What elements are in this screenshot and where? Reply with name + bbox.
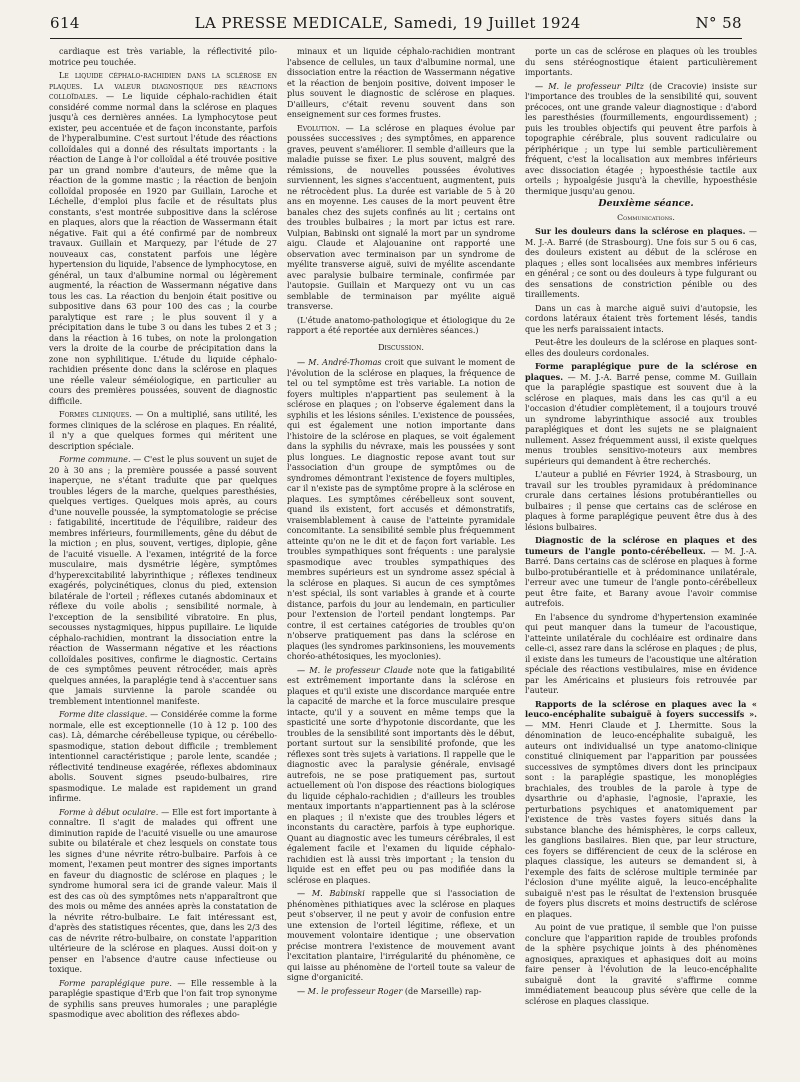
column-1	[49, 46, 277, 1076]
paragraph-text: — M. J.-A. Barré. Dans certains cas de sclérose en plaques à forme bulbo-protubérantielle et à prédominance unilatérale, l'erreur avec une tumeur de l'angle ponto-cérébelleux peut être faite, et Barany avoue l'avoir commise autrefois.	[525, 545, 757, 608]
paragraph-text: Au point de vue pratique, il semble que l'on puisse conclure que l'apparition rapide de troubles profonds de la sphère psychique joints à des phénomènes agnosiques, apraxiques et aphasiques doit au moins faire penser à l'évolution de la leuco-encéphalite subaiguë dont la gravité s'affirme comme immédiatement beaucoup plus sévère que celle de la sclérose en plaques classique.	[525, 922, 757, 1006]
paragraph	[287, 357, 515, 662]
paragraph-text: — Considérée comme la forme normale, elle est exceptionnelle (10 à 12 p. 100 des cas). Là, démarche cérébelleuse typique, ou cérébello-spasmodique, station debout difficile ; tremblement intentionnel caractéristique ; parole lente, scandée ; réflectivité tendineuse exagérée, réflexes abdominaux abolis. Souvent signes pseudo-bulbaires, rire spasmodique. Le malade est rapidement un grand infirme.	[49, 709, 277, 803]
paragraph	[525, 612, 757, 696]
discussion-heading: Discussion.	[378, 341, 424, 352]
paragraph	[49, 709, 277, 804]
paragraph-lead: Forme paraplégique pure de la sclérose en plaques.	[525, 361, 757, 382]
paragraph	[287, 665, 515, 886]
paragraph-lead: Sur les douleurs dans la sclérose en plaques.	[535, 226, 746, 236]
paragraph-lead: Forme paraplégique pure.	[59, 977, 172, 988]
column-3	[525, 46, 757, 1076]
paragraph-lead: — M. le professeur Roger	[297, 985, 403, 996]
paragraph-text: rappelle que si l'association de phénomènes pithiatiques avec la sclérose en plaques peut s'observer, il ne peut y avoir de confusion entre une extension de l'orteil légitime, réflexe, et un mouvement volontaire identique ; une observation précise montrera l'existence de mouvement avant l'excitation plantaire, l'irrégularité du phénomène, ce qui laisse au phénomène de l'orteil toute sa valeur de signe d'organicité.	[287, 888, 515, 982]
paragraph-text: — M. J.-A. Barré pense, comme M. Guillain que la paraplégie spastique est souvent due à la sclérose en plaques, mais dans les cas qu'il a eu l'occasion d'étudier complètement, il a toujours trouvé un syndrome labyrinthique associé aux troubles paraplégiques et dont les sujets ne se plaignaient nullement. Assez fréquemment aussi, il existe quelques menus troubles sensitivo-moteurs aux membres supérieurs qui demandent à être recherchés.	[525, 371, 757, 466]
paragraph-text: — C'est le plus souvent un sujet de 20 à 30 ans ; la première poussée a passé souvent inaperçue, ne s'étant traduite que par quelques troubles légers de la marche, quelques paresthésies, quelques vertiges. Quelques mois après, au cours d'une nouvelle poussée, la symptomatologie se précise : fatigabilité, incertitude de l'équilibre, raideur des membres inférieurs, fourmillements, gêne du début de la miction ; en plus, souvent, vertiges, diplopie, gêne de l'acuité visuelle. A l'examen, intégrité de la force musculaire, mais dysmétrie légère, symptômes d'hyperexcitabilité labyrinthique ; réflexes tendineux exagérés, polycinétiques, clonus du pied, extension bilatérale de l'orteil ; réflexes cutanés abdominaux et réflexe du voile abolis ; sensibilité normale, à l'exception de la sensibilité vibratoire. En plus, secousses nystagmiques, hippus pupillaire. Le liquide céphalo-rachidien, montrant la dissociation entre la réaction de Wassermann négative et les réactions colloïdales positives, confirme le diagnostic. Certains de ces symptômes peuvent rétrocéder, mais après quelques années, la paraplégie tend à s'accentuer sans que jamais survienne la parole scandée ou tremblement intentionnel manifeste.	[49, 454, 277, 706]
paragraph-text: — Elle ressemble à la paraplégie spastique d'Erb que l'on fait trop synonyme de syphilis sans preuves humorales ; une paraplégie spasmodique avec abolition des réflexes abdo-	[49, 977, 277, 1019]
paragraph-text: (de Marseille) rap-	[402, 985, 482, 996]
paragraph-text: — Le liquide céphalo-rachidien était considéré comme normal dans la sclérose en plaques jusqu'à ces dernières années. La lymphocytose peut exister, peu accentuée et de façon inconstante, parfois de l'hyperalbumine. C'est surtout l'étude des réactions colloïdales qui a donné des résultats importants : la réaction de Lange à l'or colloïdal a été trouvée positive par un grand nombre d'auteurs, de même que la réaction de la gomme mastic ; la réaction de benjoin colloïdal proposée en 1920 par Guillain, Laroche et Léchelle, d'emploi plus facile et de résultats plus constants, s'est montrée subpositive dans la sclérose en plaques, alors que la réaction de Wassermann était négative. Fait qui a été confirmé par de nombreux travaux. Guillain et Marquezy, par l'étude de 27 nouveaux cas, constatent parfois une légère hypertension du liquide, l'absence de lymphocytose, en général, un taux d'albumine normal ou légèrement augmenté, la réaction de Wassermann négative dans tous les cas. La réaction du benjoin était positive ou subpositive dans 63 pour 100 des cas ; la courbe paralytique est rare ; le plus souvent il y a précipitation dans le tube 3 ou dans les tubes 2 et 3 ; dans la réaction à 16 tubes, on note la prolongation vers la droite de la courbe de précipitation dans la zone non syphilitique. L'étude du liquide céphalo-rachidien présente donc dans la sclérose en plaques une réelle valeur séméiologique, en particulier au cours des premières poussées, souvent de diagnostic difficile.	[49, 91, 277, 406]
paragraph	[525, 361, 757, 466]
header-rule	[50, 38, 742, 39]
paragraph-text: — MM. Henri Claude et J. Lhermitte. Sous la dénomination de leuco-encéphalite subaiguë, les auteurs ont individualisé un type anatomo-clinique constitué cliniquement par l'apparition par poussées successives de symptômes divers dont les principaux sont : la paraplégie spastique, les monoplégies brachiales, des troubles de la parole à type de dysarthrie ou d'aphasie, l'agnosie, l'apraxie, les perturbations psychiques et anatomiquement par l'existence de très vastes foyers situés dans la substance blanche des hémisphères, le corps calleux, les ganglions basilaires. Bien que, par leur structure, ces foyers se différencient de ceux de la sclérose en plaques classique, les auteurs se demandent si, à l'exemple des faits de sclérose multiple terminée par l'éclosion d'une myélite aiguë, la leuco-encéphalite subaiguë n'est pas le résultat de l'extension brusquée de foyers plus discrets et moins destructifs de sclérose en plaques.	[525, 719, 757, 919]
paragraph-text: — La sclérose en plaques évolue par poussées successives ; des symptômes, en apparence graves, peuvent s'améliorer. Il semble d'ailleurs que la maladie puisse se fixer. Le plus souvent, malgré des rémissions, de nouvelles poussées évolutives surviennent, les signes s'accentuent, augmentent, puis ne rétrocèdent plus. La durée est variable de 5 à 20 ans en moyenne. Les causes de la mort peuvent être banales chez des sujets confinés au lit ; certains ont des troubles bulbaires ; la mort par ictus est rare. Vulpian, Babinski ont signalé la mort par un syndrome aigu. Claude et Alajouanine ont rapporté une observation avec terminaison par un syndrome de myélite transverse aiguë, suivi de myélite ascendante avec paralysie bulbaire terminale, confirmée par l'autopsie. Guillain et Marquezy ont vu un cas semblable de terminaison par myélite aiguë transverse.	[287, 122, 515, 311]
paragraph-lead: — M. Babinski	[297, 888, 365, 898]
paragraph	[525, 226, 757, 300]
paragraph	[49, 46, 277, 67]
paragraph-lead: — M. André-Thomas	[297, 357, 382, 367]
paragraph	[525, 922, 757, 1006]
paragraph	[287, 46, 515, 120]
paragraph	[287, 123, 515, 312]
paragraph-text: En l'absence du syndrome d'hypertension examinée qui peut manquer dans la tumeur de l'acoustique, l'atteinte unilatérale du cochléaire est ordinaire dans celle-ci, assez rare dans la sclérose en plaques ; de plus, il existe dans les tumeurs de l'acoustique une altération spéciale des réactions vestibulaires, mise en évidence par les Américains et plusieurs fois retrouvée par l'auteur.	[525, 611, 757, 695]
paragraph	[287, 315, 515, 336]
paragraph	[49, 807, 277, 975]
paragraph-text: — M. J.-A. Barré (de Strasbourg). Une fois sur 5 ou 6 cas, des douleurs existent au début de la sclérose en plaques ; elles sont localisées aux membres inférieurs en général ; ce sont ou des douleurs à type fulgurant ou des sensations de constriction pénible ou des tiraillements.	[525, 226, 757, 299]
paragraph-lead: Le liquide céphalo-rachidien dans la sclérose en plaques. La valeur diagnostique des réactions colloïdales.	[49, 70, 277, 101]
paragraph-lead: Forme à début oculaire.	[59, 806, 159, 817]
issue-number: N° 58	[695, 14, 742, 32]
paragraph	[49, 454, 277, 706]
paragraph-lead: Formes cliniques.	[59, 409, 132, 419]
paragraph	[525, 303, 757, 335]
journal-title: LA PRESSE MEDICALE, Samedi, 19 Juillet 1924	[194, 14, 581, 32]
paragraph	[49, 409, 277, 451]
paragraph-lead: — M. le professeur Piltz	[535, 80, 644, 91]
section-title: Deuxième séance.	[598, 198, 694, 209]
paragraph-lead: Forme dite classique.	[59, 709, 148, 719]
paragraph-text: — Elle est fort importante à connaître. Il s'agit de malades qui offrent une diminution rapide de l'acuité visuelle ou une amaurose subite ou bilatérale et chez lesquels on constate tous les signes d'une névrite rétro-bulbaire. Parfois à ce moment, l'examen peut montrer des signes importants en faveur du diagnostic de sclérose en plaques ; le syndrome humoral sera ici de grande valeur. Mais il est des cas où des symptômes nets n'apparaîtront que des mois ou même des années après la constatation de la névrite rétro-bulbaire. Le fait intéressant est, d'après des statistiques récentes, que, dans les 2/3 des cas de névrite rétro-bulbaire, on constate l'apparition ultérieure de la sclérose en plaques. Aussi doit-on y penser en l'absence d'autre cause infectieuse ou toxique.	[49, 806, 277, 974]
paragraph-text: (L'étude anatomo-pathologique et étiologique du 2e rapport a été reportée aux dernières séances.)	[287, 314, 515, 335]
paragraph-lead: Rapports de la sclérose en plaques avec la « leuco-encéphalite subaiguë à foyers successifs ».	[525, 698, 757, 719]
paragraph-lead: Forme commune.	[59, 454, 131, 464]
paragraph-text: croit que suivant le moment de l'évolution de la sclérose en plaques, la fréquence de tel ou tel symptôme est très variable. La notion de foyers multiples n'appartient pas seulement à la sclérose en plaques ; on l'observe également dans la syphilis et les lésions séniles. L'existence de poussées, qui est également une notion importante dans l'histoire de la sclérose en plaques, se voit également dans la syphilis du névraxe, mais les poussées y sont plus longues. Le diagnostic repose avant tout sur l'association d'un groupe de symptômes ou de syndromes démontrant l'existence de foyers multiples, car il n'existe pas de symptôme propre à la sclérose en plaques. Les symptômes cérébelleux sont souvent, quand ils existent, fort accusés et démonstratifs, vraisemblablement à cause de l'atteinte pyramidale concomitante. La sensibilité semble plus fréquemment atteinte qu'on ne le dit et de façon fort variable. Les troubles sympathiques sont fréquents : une paralysie spasmodique avec troubles sympathiques des membres supérieurs est un syndrome assez spécial à la sclérose en plaques. Si aucun de ces symptômes n'est spécial, ils sont variables à grande et à courte distance, parfois du jour au lendemain, en particulier pour l'extension de l'orteil pendant longtemps. Par contre, il est certaines catégories de troubles qu'on n'observe pratiquement pas dans la sclérose en plaques (les syndromes parkinsoniens, les mouvements choréo-athétosiques, les myoclonies).	[287, 357, 515, 661]
paragraph-text: minaux et un liquide céphalo-rachidien montrant l'absence de cellules, un taux d'albumine normal, une dissociation entre la réaction de Wassermann négative et la réaction de benjoin positive, doivent imposer le plus souvent le diagnostic de sclérose en plaques. D'ailleurs, c'était revenu souvent dans son enseignement sur ces formes frustes.	[287, 46, 515, 119]
paragraph-text: (de Cracovie) insiste sur l'importance des troubles de la sensibilité qui, souvent précoces, ont une grande valeur diagnostique : d'abord les paresthésies (fourmillements, engourdissement) ; puis les troubles objectifs qui peuvent être parfois à topographie cérébrale, plus souvent radiculaire ou périphérique ; un type lui semble particulièrement fréquent, c'est la localisation aux membres inférieurs avec dissociation étagée ; hypoesthésie tactile aux orteils ; hypoalgésie jusqu'à la cheville, hypoesthésie thermique jusqu'au genou.	[525, 80, 757, 196]
paragraph	[49, 70, 277, 406]
paragraph-lead: — M. le professeur Claude	[297, 664, 413, 675]
paragraph	[525, 81, 757, 197]
paragraph	[287, 888, 515, 983]
paragraph-text: porte un cas de sclérose en plaques où les troubles du sens stéréognostique étaient particulièrement importants.	[525, 46, 757, 77]
paragraph-text: L'auteur a publié en Février 1924, à Strasbourg, un travail sur les troubles pyramidaux à prédominance crurale dans certaines lésions protubérantielles ou bulbaires ; il pense que certains cas de sclérose en plaques à forme paraplégique peuvent être dus à des lésions bulbaires.	[525, 469, 757, 532]
paragraph	[525, 469, 757, 532]
paragraph	[49, 978, 277, 1020]
paragraph-text: — On a multiplié, sans utilité, les formes cliniques de la sclérose en plaques. En réalité, il n'y a que quelques formes qui méritent une description spéciale.	[49, 409, 277, 451]
paragraph	[525, 337, 757, 358]
paragraph-text: Peut-être les douleurs de la sclérose en plaques sont-elles des douleurs cordonales.	[525, 337, 757, 358]
page-header	[50, 12, 742, 34]
paragraph-text: note que la fatigabilité est extrêmement importante dans la sclérose en plaques et qu'il existe une discordance marquée entre la capacité de marche et la force musculaire presque intacte, qu'il y a souvent en même temps que la spasticité une sorte d'hypotonie discordante, que les troubles de la sensibilité sont importants dès le début, portant surtout sur la sensibilité profonde, que les réflexes sont très sujets à variations. Il rappelle que le diagnostic avec la paralysie générale, envisagé autrefois, ne se pose pratiquement pas, surtout actuellement où l'on dispose des réactions biologiques du liquide céphalo-rachidien ; d'ailleurs les troubles mentaux importants n'appartiennent pas à la sclérose en plaques ; il n'existe que des troubles légers et inconstants du caractère, parfois à type euphorique. Quant au diagnostic avec les tumeurs cérébrales, il est également facile et l'examen du liquide céphalo-rachidien est là aussi très important ; la tension du liquide est en effet peu ou pas modifiée dans la sclérose en plaques.	[287, 664, 515, 885]
subsection-title: Communications.	[617, 212, 675, 222]
paragraph	[287, 986, 515, 997]
paragraph-lead: Evolution.	[297, 122, 340, 133]
column-2	[287, 46, 515, 1076]
paragraph-text: Dans un cas à marche aiguë suivi d'autopsie, les cordons latéraux étaient très fortement lésés, tandis que les nerfs paraissaient intacts.	[525, 302, 757, 334]
paragraph	[525, 535, 757, 609]
paragraph	[525, 699, 757, 920]
paragraph-text: cardiaque est très variable, la réflectivité pilo-motrice peu touchée.	[49, 46, 277, 67]
page-number: 614	[50, 14, 80, 32]
paragraph	[525, 46, 757, 78]
paragraph-lead: Diagnostic de la sclérose en plaques et des tumeurs de l'angle ponto-cérébelleux.	[525, 535, 757, 556]
